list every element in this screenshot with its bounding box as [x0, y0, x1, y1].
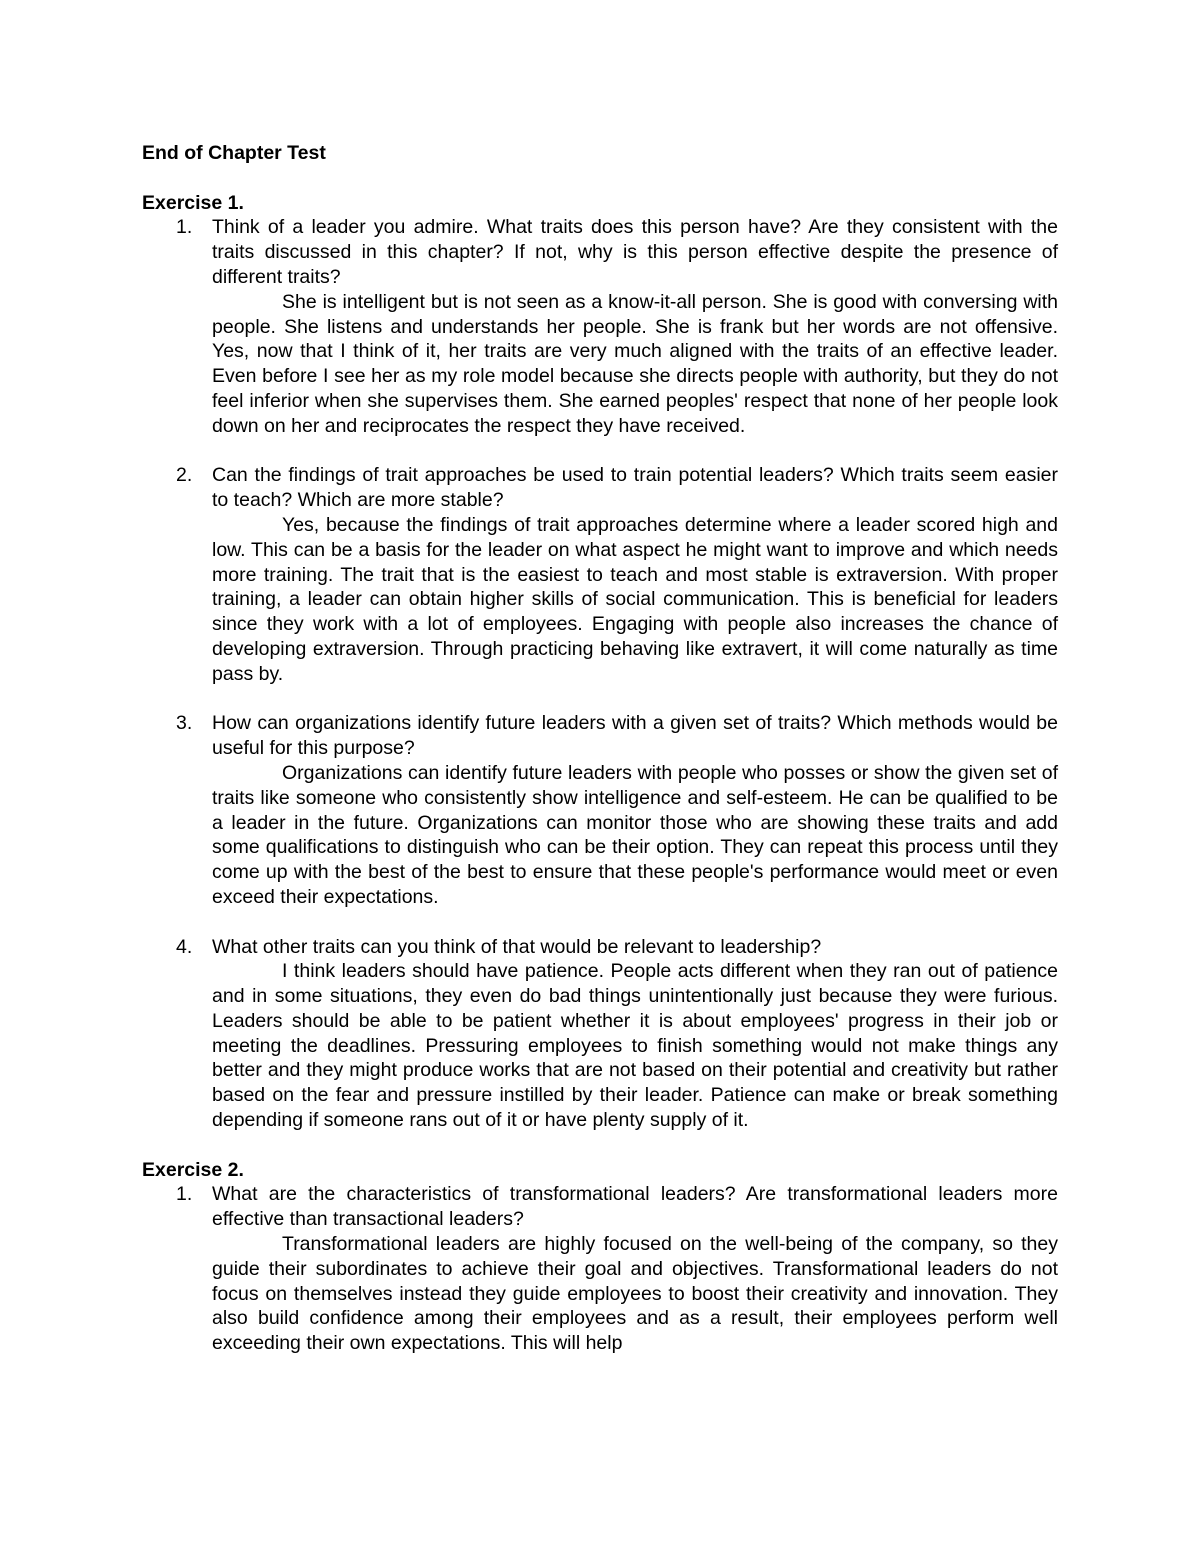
answer-text: Transformational leaders are highly focused on the well-being of the company, so they guide their subordinates to achieve their goal and objectives. Transformational leaders do not focus on themselves instead they guide employees to boost their creativity and innovation. They also build confidence among their employees and as a result, their employees perform well exceeding their own expectations. This will help: [212, 1233, 1058, 1355]
answer-text: Organizations can identify future leaders with people who posses or show the given set of traits like someone who consistently show intelligence and self-esteem. He can be qualified to be a leader in the future. Organizations can monitor those who are showing these traits and add some qualifications to distinguish who can be their option. They can repeat this process until they come up with the best of the best to ensure that these people's performance would meet or even exceed their expectations.: [212, 761, 1058, 908]
question-number: 1.: [176, 1183, 193, 1206]
question-text: Think of a leader you admire. What traits does this person have? Are they consistent with the traits discussed in this chapter? If not, why is this person effective despite the presence of different traits?: [212, 216, 1058, 288]
exercise-1-question-2: [142, 463, 1058, 686]
question-number: 1.: [176, 216, 193, 239]
exercise-1-question-1: [142, 215, 1058, 438]
exercise-1-question-list: [142, 215, 1058, 1132]
spacer: [142, 1133, 1058, 1158]
answer-text: Yes, because the findings of trait approaches determine where a leader scored high and low. This can be a basis for the leader on what aspect he might want to improve and which needs more training. The trait that is the easiest to teach and most stable is extraversion. With proper training, a leader can obtain higher skills of social communication. This is beneficial for leaders since they work with a lot of employees. Engaging with people also increases the chance of developing extraversion. Through practicing behaving like extravert, it will come naturally as time pass by.: [212, 513, 1058, 685]
question-text: Can the findings of trait approaches be used to train potential leaders? Which traits seem easier to teach? Which are more stable?: [212, 464, 1058, 512]
exercise-2-question-list: [142, 1182, 1058, 1356]
question-number: 4.: [176, 935, 193, 958]
answer-text: I think leaders should have patience. People acts different when they ran out of patience and in some situations, they even do bad things unintentionally just because they were furious. Leaders should be able to be patient whether it is about employees' progress in their job or meeting the deadlines. Pressuring employees to finish something would not make things any better and they might produce works that are not based on their potential and creativity but rather based on the fear and pressure instilled by their leader. Patience can make or break something depending if someone rans out of it or have plenty supply of it.: [212, 960, 1058, 1132]
spacer: [142, 439, 1058, 464]
question-number: 2.: [176, 464, 193, 487]
document-body: [142, 141, 1058, 1356]
question-number: 3.: [176, 712, 193, 735]
page-title: End of Chapter Test: [142, 142, 326, 164]
question-text: What are the characteristics of transformational leaders? Are transformational leaders more effective than transactional leaders?: [212, 1183, 1058, 1231]
exercise-1-section: [142, 191, 1058, 1133]
exercise-1-heading: Exercise 1.: [142, 191, 244, 214]
spacer: [142, 687, 1058, 712]
exercise-1-question-4: [142, 935, 1058, 1133]
exercise-2-heading: Exercise 2.: [142, 1158, 244, 1181]
spacer: [142, 166, 1058, 191]
exercise-2-section: [142, 1158, 1058, 1356]
exercise-1-question-3: [142, 711, 1058, 909]
question-text: How can organizations identify future leaders with a given set of traits? Which methods would be useful for this purpose?: [212, 712, 1058, 760]
question-text: What other traits can you think of that would be relevant to leadership?: [212, 935, 822, 958]
spacer: [142, 910, 1058, 935]
exercise-2-question-1: [142, 1182, 1058, 1356]
answer-text: She is intelligent but is not seen as a know-it-all person. She is good with conversing with people. She listens and understands her people. She is frank but her words are not offensive. Yes, now that I think of it, her traits are very much aligned with the traits of an effective leader. Even before I see her as my role model because she directs people with authority, but they do not feel inferior when she supervises them. She earned peoples' respect that none of her people look down on her and reciprocates the respect they have received.: [212, 290, 1058, 437]
